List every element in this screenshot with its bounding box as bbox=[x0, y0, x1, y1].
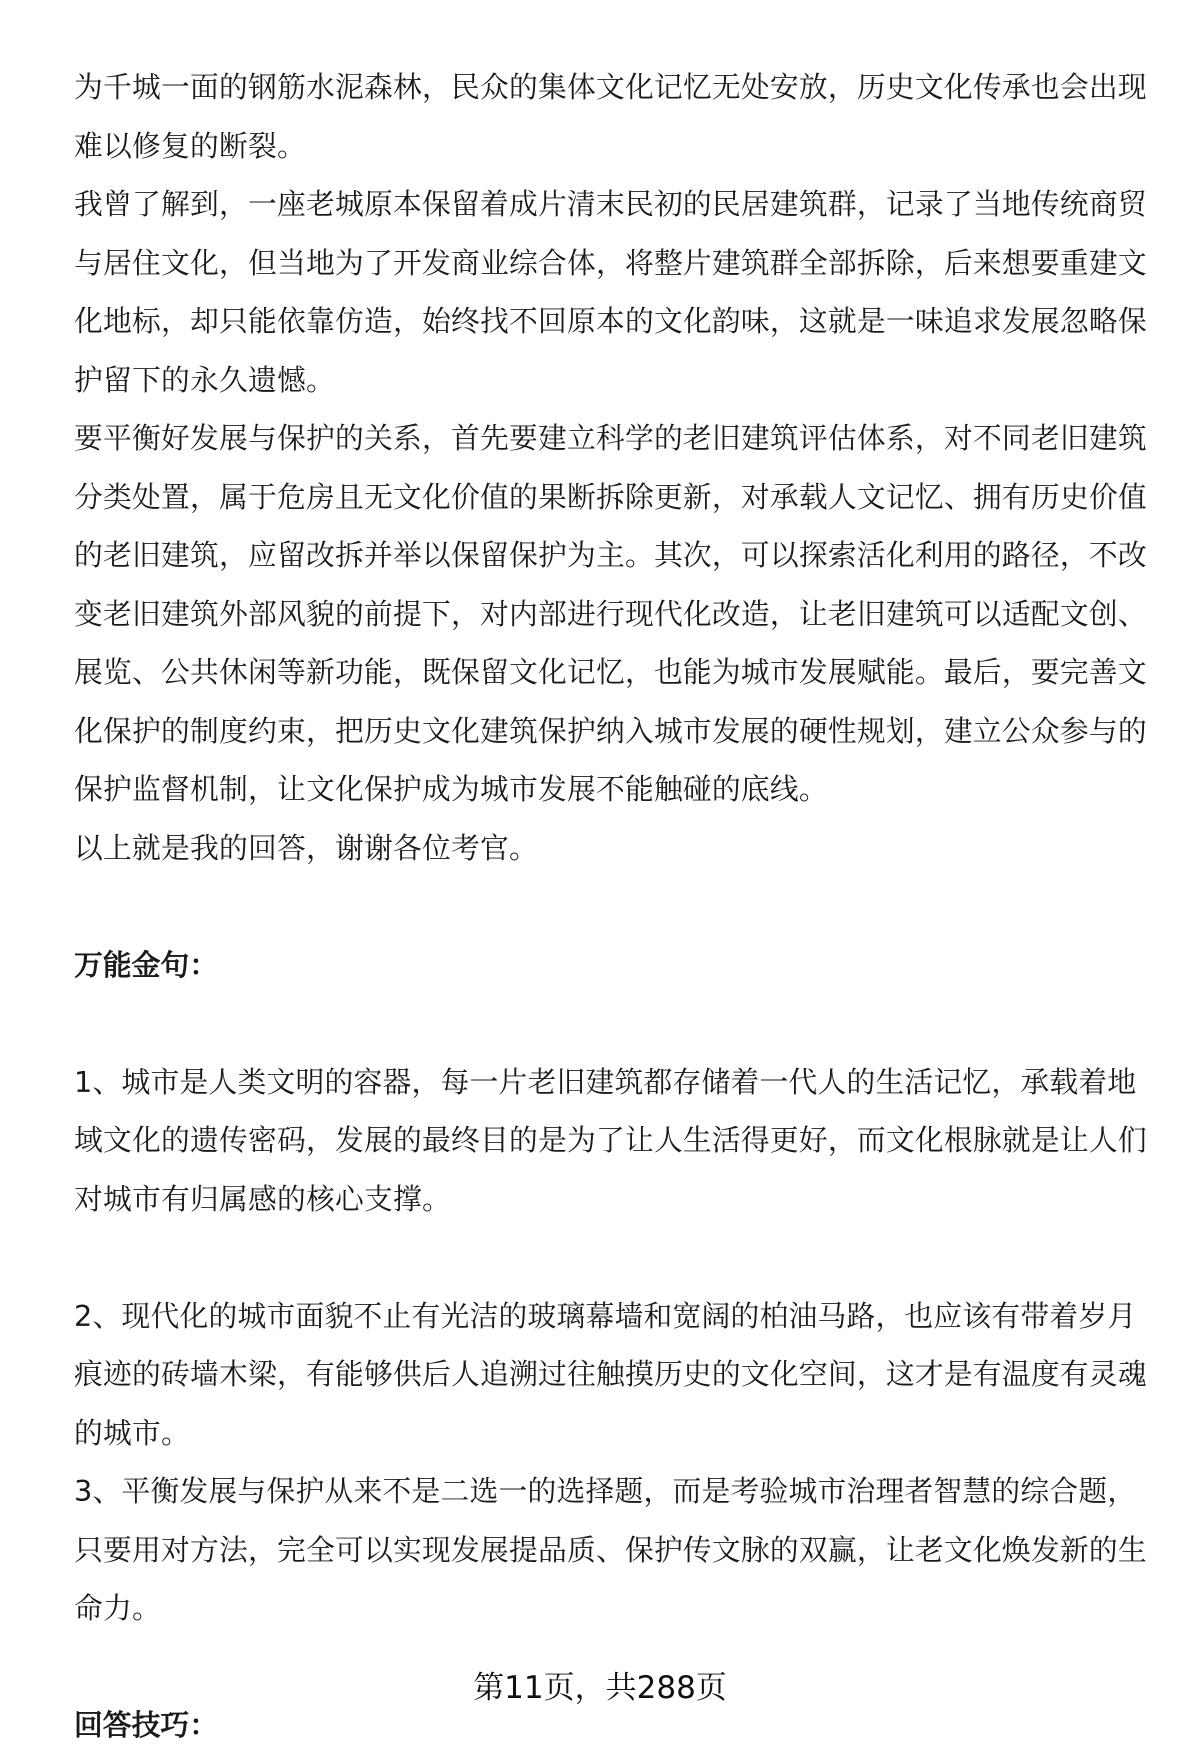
paragraph-measures: 要平衡好发展与保护的关系，首先要建立科学的老旧建筑评估体系，对不同老旧建筑分类处置，属于危房且无文化价值的果断拆除更新，对承载人文记忆、拥有历史价值的老旧建筑，应留改拆并举以保留保护为主。其次，可以探索活化利用的路径，不改变老旧建筑外部风貌的前提下，对内部进行现代化改造，让老旧建筑可以适配文创、展览、公共休闲等新功能，既保留文化记忆，也能为城市发展赋能。最后，要完善文化保护的制度约束，把历史文化建筑保护纳入城市发展的硬性规划，建立公众参与的保护监督机制，让文化保护成为城市发展不能触碰的底线。 bbox=[74, 421, 1147, 806]
spacer bbox=[74, 994, 1154, 1053]
answer-tips-heading: 回答技巧： bbox=[74, 1708, 218, 1742]
paragraph-continuation: 为千城一面的钢筋水泥森林，民众的集体文化记忆无处安放，历史文化传承也会出现难以修复的断裂。 bbox=[74, 70, 1147, 163]
spacer bbox=[74, 877, 1154, 936]
golden-sentence-3: 3、平衡发展与保护从来不是二选一的选择题，而是考验城市治理者智慧的综合题，只要用对方法，完全可以实现发展提品质、保护传文脉的双赢，让老文化焕发新的生命力。 bbox=[74, 1474, 1147, 1625]
paragraph-example: 我曾了解到，一座老城原本保留着成片清末民初的民居建筑群，记录了当地传统商贸与居住文化，但当地为了开发商业综合体，将整片建筑群全部拆除，后来想要重建文化地标，却只能依靠仿造，始终找不回原本的文化韵味，这就是一味追求发展忽略保护留下的永久遗憾。 bbox=[74, 187, 1147, 397]
golden-sentences-heading: 万能金句： bbox=[74, 947, 218, 982]
golden-sentence-1: 1、城市是人类文明的容器，每一片老旧建筑都存储着一代人的生活记忆，承载着地域文化的遗传密码，发展的最终目的是为了让人生活得更好，而文化根脉就是让人们对城市有归属感的核心支撑。 bbox=[74, 1064, 1147, 1216]
golden-sentence-2: 2、现代化的城市面貌不止有光洁的玻璃幕墙和宽阔的柏油马路，也应该有带着岁月痕迹的砖墙木梁，有能够供后人追溯过往触摸历史的文化空间，这才是有温度有灵魂的城市。 bbox=[74, 1298, 1147, 1450]
spacer bbox=[74, 1228, 1154, 1287]
paragraph-closing: 以上就是我的回答，谢谢各位考官。 bbox=[74, 830, 538, 865]
page-number-footer: 第11页，共288页 bbox=[473, 1670, 727, 1706]
document-body bbox=[74, 58, 1154, 1755]
